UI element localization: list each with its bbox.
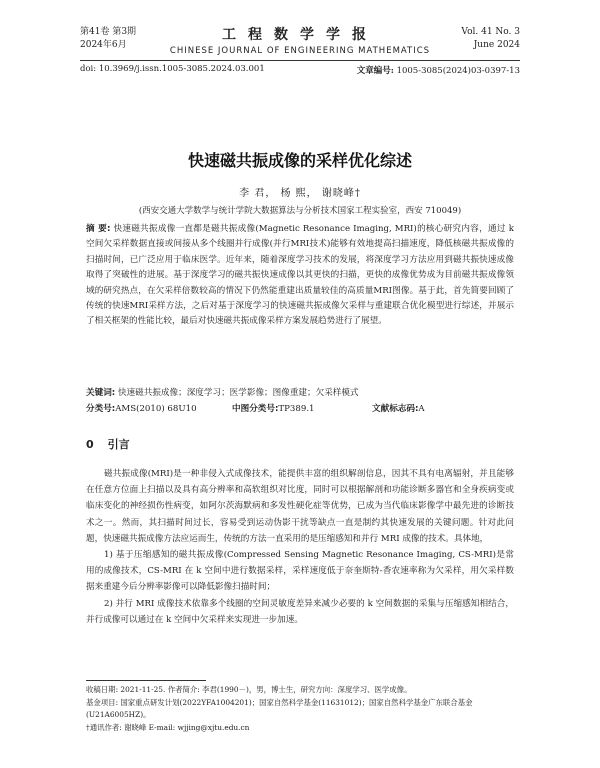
clc-label: 中图分类号: bbox=[232, 404, 279, 414]
article-number-value: 1005-3085(2024)03-0397-13 bbox=[396, 66, 520, 76]
date-cn: 2024年6月 bbox=[80, 40, 127, 50]
list-item-1: 1) 基于压缩感知的磁共振成像(Compressed Sensing Magnetic Resonance Imaging, CS-MRI)是常用的成像技术，CS-MRI 在 k 空间中进行数据采样，采样速度低于奈奎斯特-香农速率称为欠采样，用欠采样数据来重建今后分辨率影像可以降低影像扫描时间； bbox=[86, 550, 514, 593]
header-right bbox=[461, 26, 520, 52]
ams-value: AMS(2010) 68U10 bbox=[115, 404, 197, 414]
header-rule bbox=[80, 60, 520, 61]
keywords-text: 快速磁共振成像；深度学习；医学影像；图像重建；欠采样模式 bbox=[117, 388, 359, 398]
footnote-received: 收稿日期: 2021-11-25. 作者简介: 李君(1990－)，男，博士生，研究方向：深度学习、医学成像。 bbox=[86, 685, 412, 694]
journal-title-en: CHINESE JOURNAL OF ENGINEERING MATHEMATICS bbox=[169, 46, 431, 56]
volume-cn: 第41卷 第3期 bbox=[80, 27, 137, 37]
section-title: 引言 bbox=[107, 438, 130, 451]
footnotes bbox=[86, 684, 514, 734]
body-text bbox=[86, 466, 514, 628]
section-number: 0 bbox=[86, 438, 94, 451]
ams-label: 分类号: bbox=[86, 404, 116, 414]
keywords bbox=[86, 386, 514, 400]
doi: doi: 10.3969/j.issn.1005-3085.2024.03.001 bbox=[80, 64, 265, 74]
footnote-funding: 基金项目: 国家重点研发计划(2022YFA1004201)；国家自然科学基金(11631012)；国家自然科学基金广东联合基金(U21A6005HZ)。 bbox=[86, 697, 473, 720]
document-code bbox=[372, 402, 425, 416]
paper-title: 快速磁共振成像的采样优化综述 bbox=[187, 151, 412, 170]
authors: 李 君， 杨 熙， 谢晓峰† bbox=[239, 188, 361, 199]
keywords-label: 关键词: bbox=[86, 388, 116, 398]
volume-en: Vol. 41 No. 3 bbox=[461, 27, 520, 37]
footnote-corresponding: †通讯作者: 谢晓峰 E-mail: wjjing@xjtu.edu.cn bbox=[86, 722, 250, 732]
clc-value: TP389.1 bbox=[278, 404, 315, 414]
journal-header bbox=[80, 26, 520, 88]
document-code-label: 文献标志码: bbox=[372, 404, 419, 414]
abstract-label: 摘 要: bbox=[86, 224, 111, 234]
article-number-label: 文章编号: bbox=[356, 66, 394, 76]
journal-title-cn: 工程数学学报 bbox=[222, 27, 378, 43]
clc-classification bbox=[232, 402, 315, 416]
doi-row bbox=[80, 64, 520, 74]
date-en: June 2024 bbox=[473, 40, 520, 50]
abstract-text: 快速磁共振成像一直都是磁共振成像(Magnetic Resonance Imaging, MRI)的核心研究内容，通过 k 空间欠采样数据直接或间接从多个线圈并行成像(并行MRI技术)能够有效地提高扫描速度，降低核磁共振成像的扫描时间，已广泛应用于临床医学。近年来，随着深度学习技术的发展，将深度学习方法应用到磁共振快速成像取得了突破性的进展。基于深度学习的磁共振快速成像以其更快的扫描，更快的成像优势成为目前磁共振成像领域的研究热点，在欠采样倍数较高的情况下仍然能重建出质量较佳的高质量MRI图像。基于此，首先简要回顾了传统的快速MRI采样方法，之后对基于深度学习的快速磁共振成像欠采样与重建联合优化模型进行综述，并展示了相关框架的性能比较，最后对快速磁共振成像采样方案发展趋势进行了展望。 bbox=[86, 224, 514, 327]
section-heading bbox=[86, 436, 130, 452]
ams-classification bbox=[86, 402, 197, 416]
footnote-rule bbox=[86, 680, 206, 681]
list-item-2: 2) 并行 MRI 成像技术依靠多个线圈的空间灵敏度差异来减少必要的 k 空间数据的采集与压缩感知相结合，并行成像可以通过在 k 空间中欠采样来实现进一步加速。 bbox=[86, 598, 514, 625]
article-number bbox=[357, 64, 520, 76]
affiliation: (西安交通大学数学与统计学院大数据算法与分析技术国家工程实验室，西安 710049) bbox=[138, 206, 462, 216]
paragraph-1: 磁共振成像(MRI)是一种非侵入式成像技术，能提供丰富的组织解剖信息，因其不具有电离辐射，并且能够在任意方位面上扫描以及具有高分辨率和高软组织对比度，同时可以根据解剖和功能诊断多器官和全身疾病变或临床变化的神经损伤性病变，如阿尔茨海默病和多发性硬化症等优势，已成为当代临床影像学中最先进的诊断技术之一。然而，其扫描时间过长，容易受到运动伪影干扰等缺点一直是制约其快速发展的关键问题。针对此问题，快速磁共振成像方法应运而生，传统的方法一直采用的是压缩感知和并行 MRI 成像的技术。具体地， bbox=[86, 469, 514, 544]
document-code-value: A bbox=[418, 404, 425, 414]
abstract bbox=[86, 222, 514, 330]
header-center bbox=[80, 26, 520, 56]
